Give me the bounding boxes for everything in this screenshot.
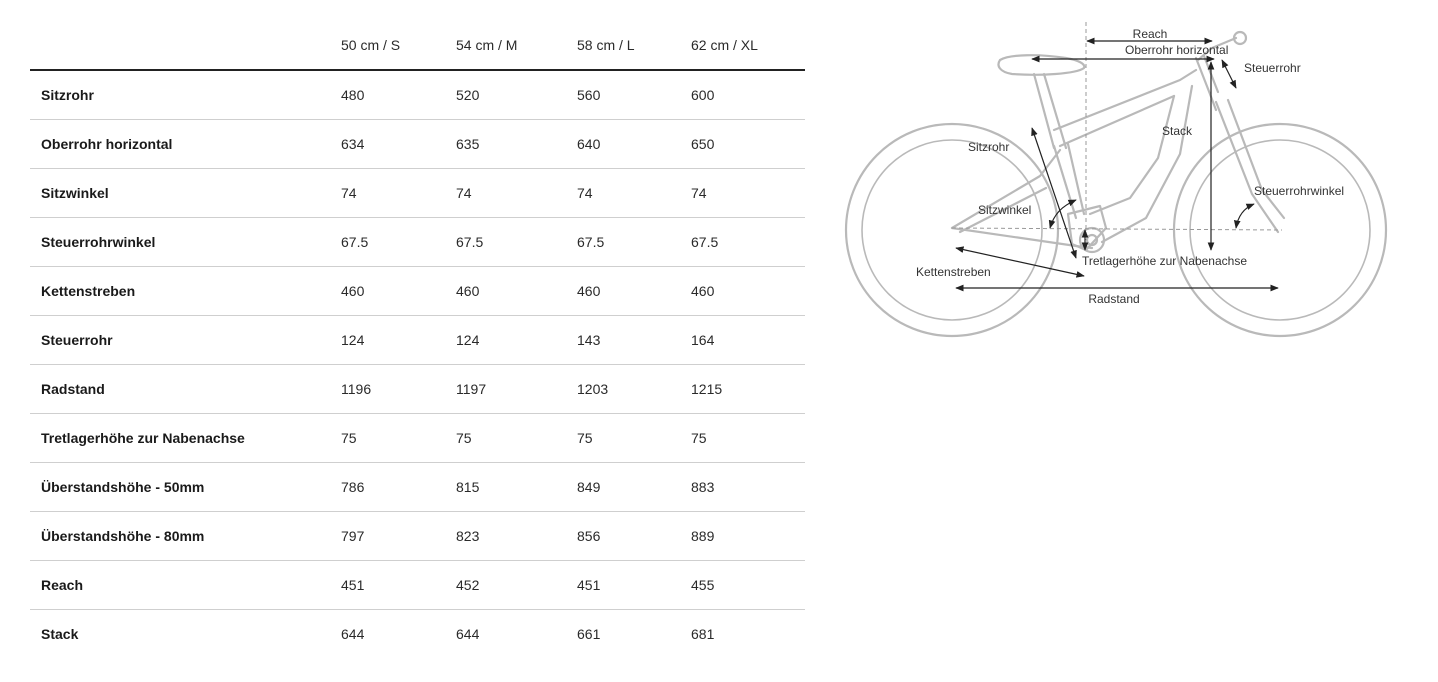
table-row xyxy=(30,414,805,463)
cell-value: 644 xyxy=(341,626,365,642)
row-label: Steuerrohr xyxy=(30,316,341,365)
cell-value: 644 xyxy=(456,626,480,642)
cell-value: 640 xyxy=(577,120,691,169)
row-label: Überstandshöhe - 80mm xyxy=(30,512,341,561)
table-row xyxy=(30,512,805,561)
cell-value: 67.5 xyxy=(341,218,456,267)
geometry-table xyxy=(30,20,805,658)
cell-value: 815 xyxy=(456,463,577,512)
label-oberrohr: Oberrohr horizontal xyxy=(1125,43,1229,57)
steuerrohr-arrow xyxy=(1222,60,1236,88)
header-size-s: 50 cm / S xyxy=(341,20,456,70)
cell-value: 635 xyxy=(456,120,577,169)
saddle xyxy=(999,55,1085,75)
label-kettenstreben: Kettenstreben xyxy=(916,265,991,279)
table-header-row xyxy=(30,20,805,70)
row-label: Sitzrohr xyxy=(30,70,341,120)
cell-value: 480 xyxy=(341,70,456,120)
table-row xyxy=(30,169,805,218)
table-row xyxy=(30,70,805,120)
seat-post xyxy=(1034,74,1066,148)
row-label: Kettenstreben xyxy=(30,267,341,316)
row-label: Oberrohr horizontal xyxy=(30,120,341,169)
row-label: Überstandshöhe - 50mm xyxy=(30,463,341,512)
cell-value: 849 xyxy=(577,463,691,512)
front-wheel-rim xyxy=(1190,140,1370,320)
cell-value: 74 xyxy=(456,169,577,218)
cell-value: 786 xyxy=(341,463,456,512)
label-tretlager: Tretlagerhöhe zur Nabenachse xyxy=(1082,254,1247,268)
header-size-l: 58 cm / L xyxy=(577,20,691,70)
cell-value: 75 xyxy=(577,414,691,463)
header-size-m: 54 cm / M xyxy=(456,20,577,70)
row-label: Stack xyxy=(41,626,79,642)
cell-value: 75 xyxy=(691,414,805,463)
cell-value: 889 xyxy=(691,512,805,561)
cell-value: 67.5 xyxy=(456,218,577,267)
cell-value: 164 xyxy=(691,316,805,365)
cell-value: 460 xyxy=(341,267,456,316)
hub-axle-reference xyxy=(952,228,1282,230)
cell-value: 681 xyxy=(691,626,715,642)
table-row xyxy=(30,267,805,316)
bike-geometry-diagram xyxy=(840,18,1400,348)
label-sitzrohr: Sitzrohr xyxy=(968,140,1010,154)
cell-value: 67.5 xyxy=(691,218,805,267)
table-row xyxy=(30,365,805,414)
cell-value: 1197 xyxy=(456,365,577,414)
cell-value: 124 xyxy=(456,316,577,365)
row-label: Radstand xyxy=(30,365,341,414)
label-stack: Stack xyxy=(1162,124,1193,138)
cell-value: 520 xyxy=(456,70,577,120)
rear-wheel-tire xyxy=(846,124,1058,336)
cell-value: 452 xyxy=(456,561,577,610)
cell-value: 560 xyxy=(577,70,691,120)
table-row xyxy=(30,316,805,365)
cell-value: 460 xyxy=(577,267,691,316)
head-tube xyxy=(1196,56,1218,110)
cell-value: 451 xyxy=(577,561,691,610)
fork xyxy=(1216,100,1284,232)
steuerrohrwinkel-arrow xyxy=(1236,204,1254,228)
cell-value: 74 xyxy=(577,169,691,218)
table-row xyxy=(30,218,805,267)
header-label-column xyxy=(30,20,341,70)
cell-value: 455 xyxy=(691,561,805,610)
rear-wheel-rim xyxy=(862,140,1042,320)
label-sitzwinkel: Sitzwinkel xyxy=(978,203,1032,217)
label-radstand: Radstand xyxy=(1088,292,1140,306)
cell-value: 823 xyxy=(456,512,577,561)
table-row xyxy=(30,120,805,169)
header-size-xl: 62 cm / XL xyxy=(691,20,805,70)
table-row xyxy=(30,561,805,610)
cell-value: 883 xyxy=(691,463,805,512)
cell-value: 460 xyxy=(691,267,805,316)
row-label: Tretlagerhöhe zur Nabenachse xyxy=(30,414,341,463)
table-row xyxy=(30,610,805,659)
label-reach: Reach xyxy=(1132,27,1168,41)
cell-value: 661 xyxy=(577,626,601,642)
cell-value: 797 xyxy=(341,512,456,561)
cell-value: 1203 xyxy=(577,365,691,414)
cell-value: 856 xyxy=(577,512,691,561)
cell-value: 67.5 xyxy=(577,218,691,267)
cell-value: 143 xyxy=(577,316,691,365)
cell-value: 1215 xyxy=(691,365,805,414)
row-label: Sitzwinkel xyxy=(30,169,341,218)
cell-value: 124 xyxy=(341,316,456,365)
cell-value: 75 xyxy=(456,414,577,463)
cell-value: 460 xyxy=(456,267,577,316)
label-steuerrohrwinkel: Steuerrohrwinkel xyxy=(1254,184,1345,198)
cell-value: 75 xyxy=(341,414,456,463)
cell-value: 451 xyxy=(341,561,456,610)
cell-value: 634 xyxy=(341,120,456,169)
label-steuerrohr: Steuerrohr xyxy=(1244,61,1301,75)
table-row xyxy=(30,463,805,512)
cell-value: 600 xyxy=(691,70,805,120)
cell-value: 650 xyxy=(691,120,805,169)
row-label: Reach xyxy=(30,561,341,610)
measurement-arrows xyxy=(956,41,1278,288)
cell-value: 1196 xyxy=(341,365,456,414)
cell-value: 74 xyxy=(341,169,456,218)
cell-value: 74 xyxy=(691,169,805,218)
row-label: Steuerrohrwinkel xyxy=(30,218,341,267)
